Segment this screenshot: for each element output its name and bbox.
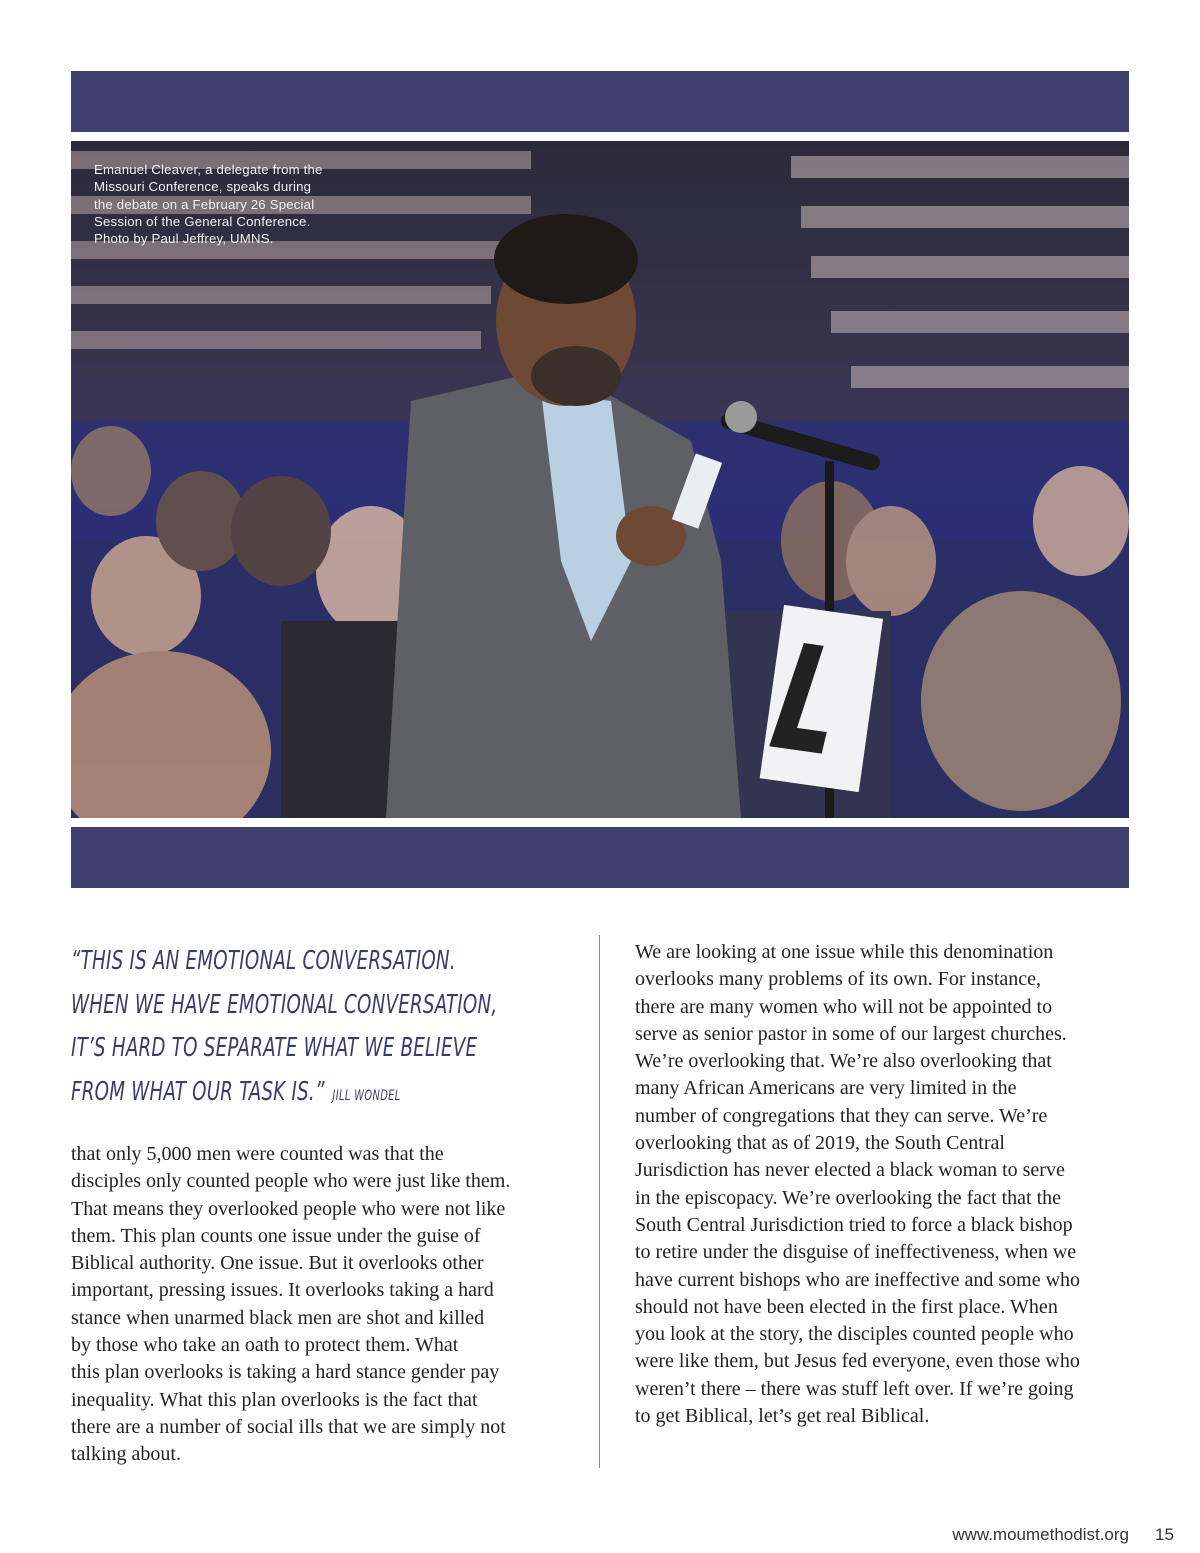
top-color-band [71, 71, 1129, 132]
body-column-left [71, 1141, 561, 1469]
body-text-line: that only 5,000 men were counted was that the [71, 1143, 444, 1165]
pull-quote-line [71, 1071, 461, 1119]
body-text-line: number of congregations that they can serve. We’re [635, 1104, 1048, 1127]
column-divider [599, 935, 600, 1468]
photo-caption: Emanuel Cleaver, a delegate from the Missouri Conference, speaks during the debate on a February 26 Special Session of the General Conference. Photo by Paul Jeffrey, UMNS. [94, 162, 323, 247]
body-text-line: serve as senior pastor in some of our largest churches. [635, 1022, 1067, 1045]
body-text-line: South Central Jurisdiction tried to force a black bishop [635, 1213, 1073, 1236]
body-text-line: there are a number of social ills that we are simply not [71, 1415, 506, 1438]
body-text-line: were like them, but Jesus fed everyone, even those who [635, 1350, 1080, 1373]
body-text-line: in the episcopacy. We’re overlooking the fact that the [635, 1186, 1062, 1209]
body-column-right [635, 939, 1135, 1430]
body-text-line: disciples only counted people who were just like them. [71, 1170, 511, 1193]
body-text-line: Biblical authority. One issue. But it overlooks other [71, 1252, 484, 1275]
pull-quote-attribution: JILL WONDEL [332, 1087, 401, 1104]
body-text-line: talking about. [71, 1443, 181, 1466]
body-text-line: many African Americans are very limited in the [635, 1077, 1017, 1100]
body-text-line: We’re overlooking that. We’re also overlooking that [635, 1050, 1052, 1073]
page-number: 15 [1155, 1525, 1174, 1544]
body-text-line: there are many women who will not be appointed to [635, 995, 1053, 1018]
body-text-line: inequality. What this plan overlooks is the fact that [71, 1388, 478, 1411]
pull-quote-line: WHEN WE HAVE EMOTIONAL CONVERSATION, [71, 989, 498, 1020]
pull-quote [71, 940, 498, 1118]
body-text-line: have current bishops who are ineffective and some who [635, 1268, 1081, 1291]
body-text-line: Jurisdiction has never elected a black woman to serve [635, 1159, 1065, 1182]
body-text-line: by those who take an oath to protect them. What [71, 1334, 459, 1357]
body-text-line: them. This plan counts one issue under the guise of [71, 1224, 481, 1247]
body-text-line: overlooks many problems of its own. For instance, [635, 968, 1042, 991]
body-text-line: to get Biblical, let’s get real Biblical. [635, 1405, 930, 1428]
body-text-line: this plan overlooks is taking a hard stance gender pay [71, 1361, 500, 1384]
website-link[interactable]: www.moumethodist.org [952, 1525, 1129, 1544]
body-text-line: you look at the story, the disciples counted people who [635, 1323, 1074, 1346]
body-text-line: to retire under the disguise of ineffectiveness, when we [635, 1241, 1077, 1264]
body-text-line: weren’t there – there was stuff left over. If we’re going [635, 1377, 1074, 1400]
speaker-photo [71, 141, 1129, 818]
body-text-line: That means they overlooked people who were not like [71, 1197, 506, 1220]
pull-quote-text: FROM WHAT OUR TASK IS.” [71, 1076, 325, 1107]
pull-quote-line: IT’S HARD TO SEPARATE WHAT WE BELIEVE [71, 1033, 478, 1063]
body-text-line: overlooking that as of 2019, the South Central [635, 1132, 1005, 1155]
body-text-line: stance when unarmed black men are shot and killed [71, 1306, 485, 1329]
body-text-line: We are looking at one issue while this denomination [635, 941, 1054, 963]
body-text-line: important, pressing issues. It overlooks taking a hard [71, 1279, 494, 1302]
body-text-line: should not have been elected in the first place. When [635, 1295, 1058, 1318]
bottom-color-band [71, 827, 1129, 888]
pull-quote-line: “THIS IS AN EMOTIONAL CONVERSATION. [71, 946, 456, 976]
